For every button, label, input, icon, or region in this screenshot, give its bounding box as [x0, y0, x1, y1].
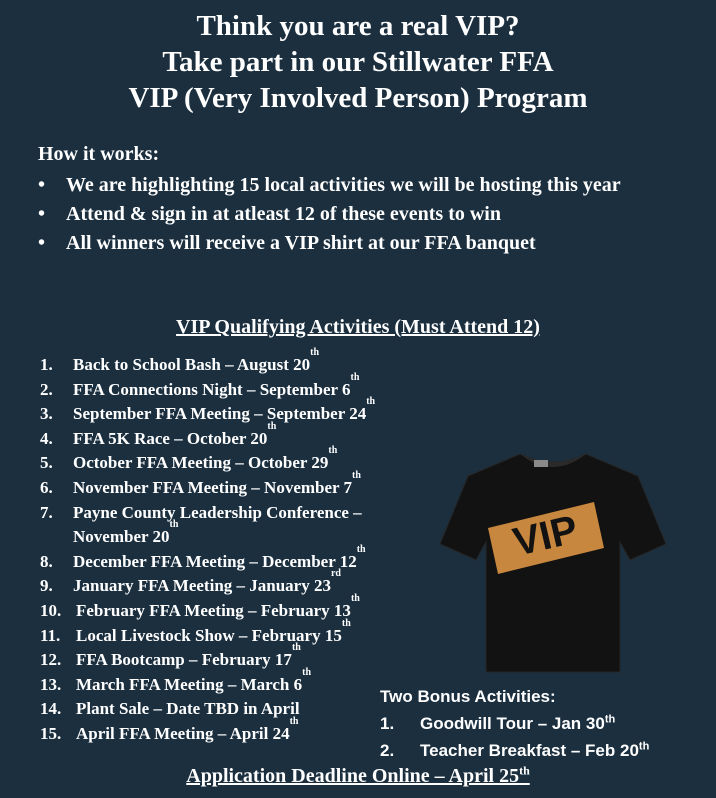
- title-line-2: Take part in our Stillwater FFA: [162, 46, 554, 78]
- flyer-title: [0, 8, 716, 116]
- vip-tshirt-icon: [438, 446, 668, 676]
- activity-item: 6. November FFA Meeting – November 7 th: [40, 469, 361, 497]
- title-line-1: Think you are a real VIP?: [196, 10, 520, 42]
- activity-item: 14. Plant Sale – Date TBD in April: [40, 699, 300, 719]
- activity-item: 11. Local Livestock Show – February 15 th: [40, 617, 351, 645]
- activities-heading: VIP Qualifying Activities (Must Attend 12): [176, 316, 540, 338]
- activity-item: 5. October FFA Meeting – October 29 th: [40, 445, 338, 473]
- bonus-heading: Two Bonus Activities:: [380, 687, 556, 706]
- bonus-item: 2. Teacher Breakfast – Feb 20th: [380, 740, 650, 760]
- activity-item: 13. March FFA Meeting – March 6 th: [40, 666, 312, 694]
- activity-item: 15. April FFA Meeting – April 24 th: [40, 715, 299, 743]
- activity-item-continued: November 20 th: [73, 519, 179, 547]
- shirt-vip-label: VIP: [509, 507, 582, 565]
- activity-item: 9. January FFA Meeting – January 23 rd: [40, 568, 341, 596]
- activity-item: 8. December FFA Meeting – December 12 th: [40, 543, 366, 571]
- activity-item: 4. FFA 5K Race – October 20 th: [40, 420, 277, 448]
- how-it-works-bullet: • We are highlighting 15 local activities we will be hosting this year: [38, 171, 698, 200]
- activity-item: 10. February FFA Meeting – February 13 th: [40, 592, 360, 620]
- activity-item: 2. FFA Connections Night – September 6 th: [40, 371, 360, 399]
- how-it-works-heading: How it works:: [38, 143, 160, 165]
- title-line-3: VIP (Very Involved Person) Program: [128, 82, 588, 114]
- activity-item: 7. Payne County Leadership Conference –: [40, 502, 362, 522]
- how-it-works-bullet: • All winners will receive a VIP shirt at our FFA banquet: [38, 229, 698, 258]
- bonus-item: 1. Goodwill Tour – Jan 30th: [380, 713, 616, 733]
- how-it-works-bullet: • Attend & sign in at atleast 12 of these events to win: [38, 200, 698, 229]
- activity-item: 1. Back to School Bash – August 20 th: [40, 347, 320, 374]
- application-deadline: Application Deadline Online – April 25th: [186, 763, 530, 787]
- activity-item: 3. September FFA Meeting – September 24 th: [40, 396, 376, 424]
- activity-item: 12. FFA Bootcamp – February 17 th: [40, 642, 301, 670]
- how-it-works-list: [38, 171, 698, 258]
- bonus-activities: [380, 683, 710, 764]
